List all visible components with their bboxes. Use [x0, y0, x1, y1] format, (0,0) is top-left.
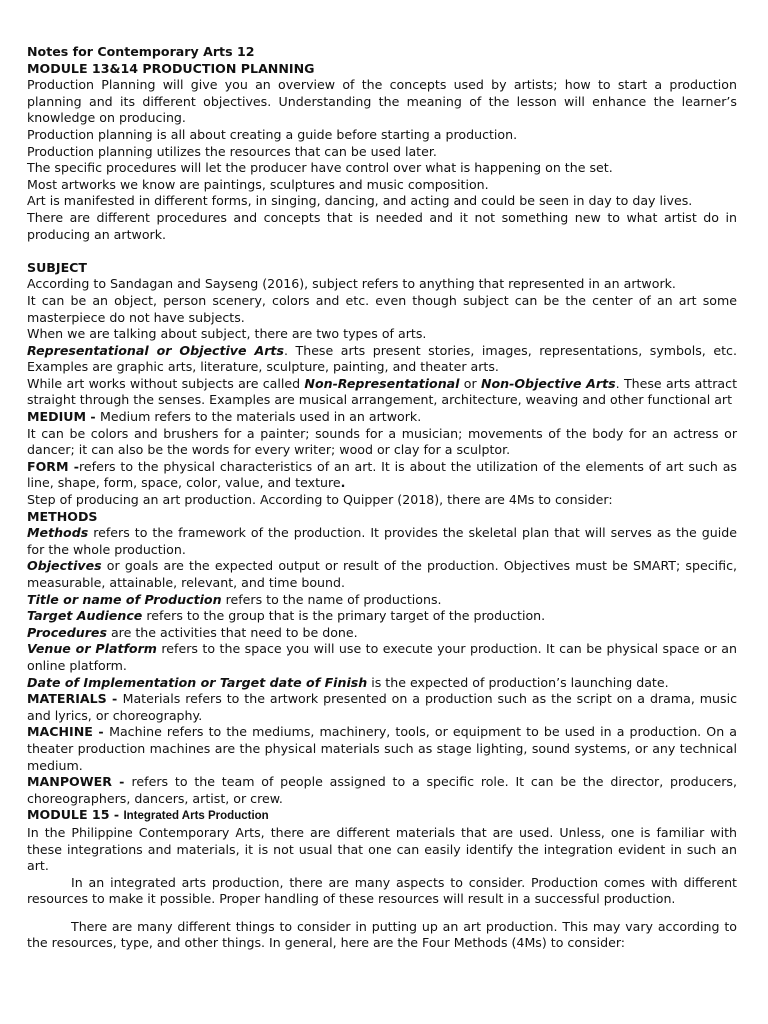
section-heading-subject: SUBJECT	[27, 259, 88, 275]
paragraph: Most artworks we know are paintings, sculptures and music composition.	[27, 176, 489, 192]
term: Target Audience	[27, 608, 143, 624]
term: Objectives	[27, 558, 102, 574]
spacer	[27, 243, 737, 260]
paragraph: Production Planning will give you an overview of the concepts used by artists; how to start a production planning and its different objectives. Understanding the meaning of the lesson will enhance the learner’s knowledge on producing.	[27, 77, 737, 126]
term: MATERIALS -	[27, 691, 123, 707]
paragraph: MEDIUM - Medium refers to the materials used in an artwork.	[27, 409, 422, 425]
term: Venue or Platform	[27, 641, 157, 657]
term: MEDIUM -	[27, 409, 101, 425]
term: Procedures	[27, 624, 107, 640]
term: Title or name of Production	[27, 591, 222, 607]
paragraph: Date of Implementation or Target date of Finish is the expected of production’s launching date.	[27, 674, 669, 690]
term: MACHINE -	[27, 724, 110, 740]
paragraph: Step of producing an art production. According to Quipper (2018), there are 4Ms to consider:	[27, 492, 613, 508]
module-heading: MODULE 13&14 PRODUCTION PLANNING	[27, 60, 315, 76]
paragraph: Methods refers to the framework of the production. It provides the skeletal plan that will serves as the guide for the whole production.	[27, 525, 737, 557]
paragraph: MATERIALS - Materials refers to the artwork presented on a production such as the script on a drama, music and lyrics, or choreography.	[27, 691, 737, 723]
paragraph: In the Philippine Contemporary Arts, there are different materials that are used. Unless, one is familiar with these integrations and materials, it is not usual that one can easily identify the integration evident in such an art.	[27, 824, 737, 874]
paragraph: It can be an object, person scenery, colors and etc. even though subject can be the center of an art some masterpiece do not have subjects.	[27, 292, 737, 325]
paragraph: While art works without subjects are called Non-Representational or Non-Objective Arts. These arts attract straight through the senses. Examples are musical arrangement, architecture, weaving and other functional art	[27, 375, 738, 408]
paragraph: There are many different things to consider in putting up an art production. This may vary according to the resources, type, and other things. In general, here are the Four Methods (4Ms) to consider:	[27, 918, 737, 951]
term: Representational or Objective Arts	[27, 342, 284, 358]
term: Non-Objective Arts	[480, 375, 616, 391]
paragraph: In an integrated arts production, there are many aspects to consider. Production comes with different resources to make it possible. Proper handling of these resources will result in a successful production.	[27, 874, 737, 907]
paragraph: Title or name of Production refers to the name of productions.	[27, 591, 442, 607]
paragraph: Target Audience refers to the group that is the primary target of the production.	[27, 608, 546, 624]
spacer	[27, 908, 737, 919]
paragraph: Objectives or goals are the expected output or result of the production. Objectives must be SMART; specific, measurable, attainable, relevant, and time bound.	[27, 558, 737, 590]
notes-title: Notes for Contemporary Arts 12	[27, 44, 255, 59]
paragraph: Art is manifested in different forms, in singing, dancing, and acting and could be seen in day to day lives.	[27, 193, 693, 209]
paragraph: There are different procedures and concepts that is needed and it not something new to what artist do in producing an artwork.	[27, 209, 737, 242]
term: MANPOWER -	[27, 774, 132, 790]
paragraph: It can be colors and brushers for a painter; sounds for a musician; movements of the body for an actress or dancer; it can also be the words for every writer; wood or clay for a sculptor.	[27, 425, 737, 458]
paragraph: FORM -refers to the physical characteristics of an art. It is about the utilization of the elements of art such as line, shape, form, space, color, value, and texture.	[27, 458, 737, 491]
term: Date of Implementation or Target date of Finish	[27, 674, 368, 690]
paragraph: MANPOWER - refers to the team of people assigned to a specific role. It can be the director, producers, choreographers, dancers, artist, or crew.	[27, 774, 737, 806]
paragraph: Representational or Objective Arts. These arts present stories, images, representations, symbols, etc. Examples are graphic arts, literature, sculpture, painting, and theater arts.	[27, 342, 737, 375]
paragraph: Production planning is all about creating a guide before starting a production.	[27, 126, 518, 142]
paragraph: Production planning utilizes the resources that can be used later.	[27, 143, 437, 159]
paragraph: MACHINE - Machine refers to the mediums, machinery, tools, or equipment to be used in a production. On a theater production machines are the physical materials such as stage lighting, sound systems, or any technical medium.	[27, 724, 737, 773]
paragraph: Venue or Platform refers to the space you will use to execute your production. It can be physical space or an online platform.	[27, 641, 737, 673]
paragraph: Procedures are the activities that need to be done.	[27, 624, 358, 640]
term: FORM -	[27, 458, 79, 474]
module-15-heading: MODULE 15 - Integrated Arts Production	[27, 807, 269, 823]
section-heading-methods: METHODS	[27, 508, 98, 524]
term: Non-Representational	[304, 375, 460, 391]
paragraph: When we are talking about subject, there are two types of arts.	[27, 326, 427, 342]
paragraph: The specific procedures will let the producer have control over what is happening on the set.	[27, 160, 613, 176]
term: Methods	[27, 525, 89, 541]
paragraph: According to Sandagan and Sayseng (2016), subject refers to anything that represented in an artwork.	[27, 276, 676, 292]
notes-body	[27, 44, 737, 952]
